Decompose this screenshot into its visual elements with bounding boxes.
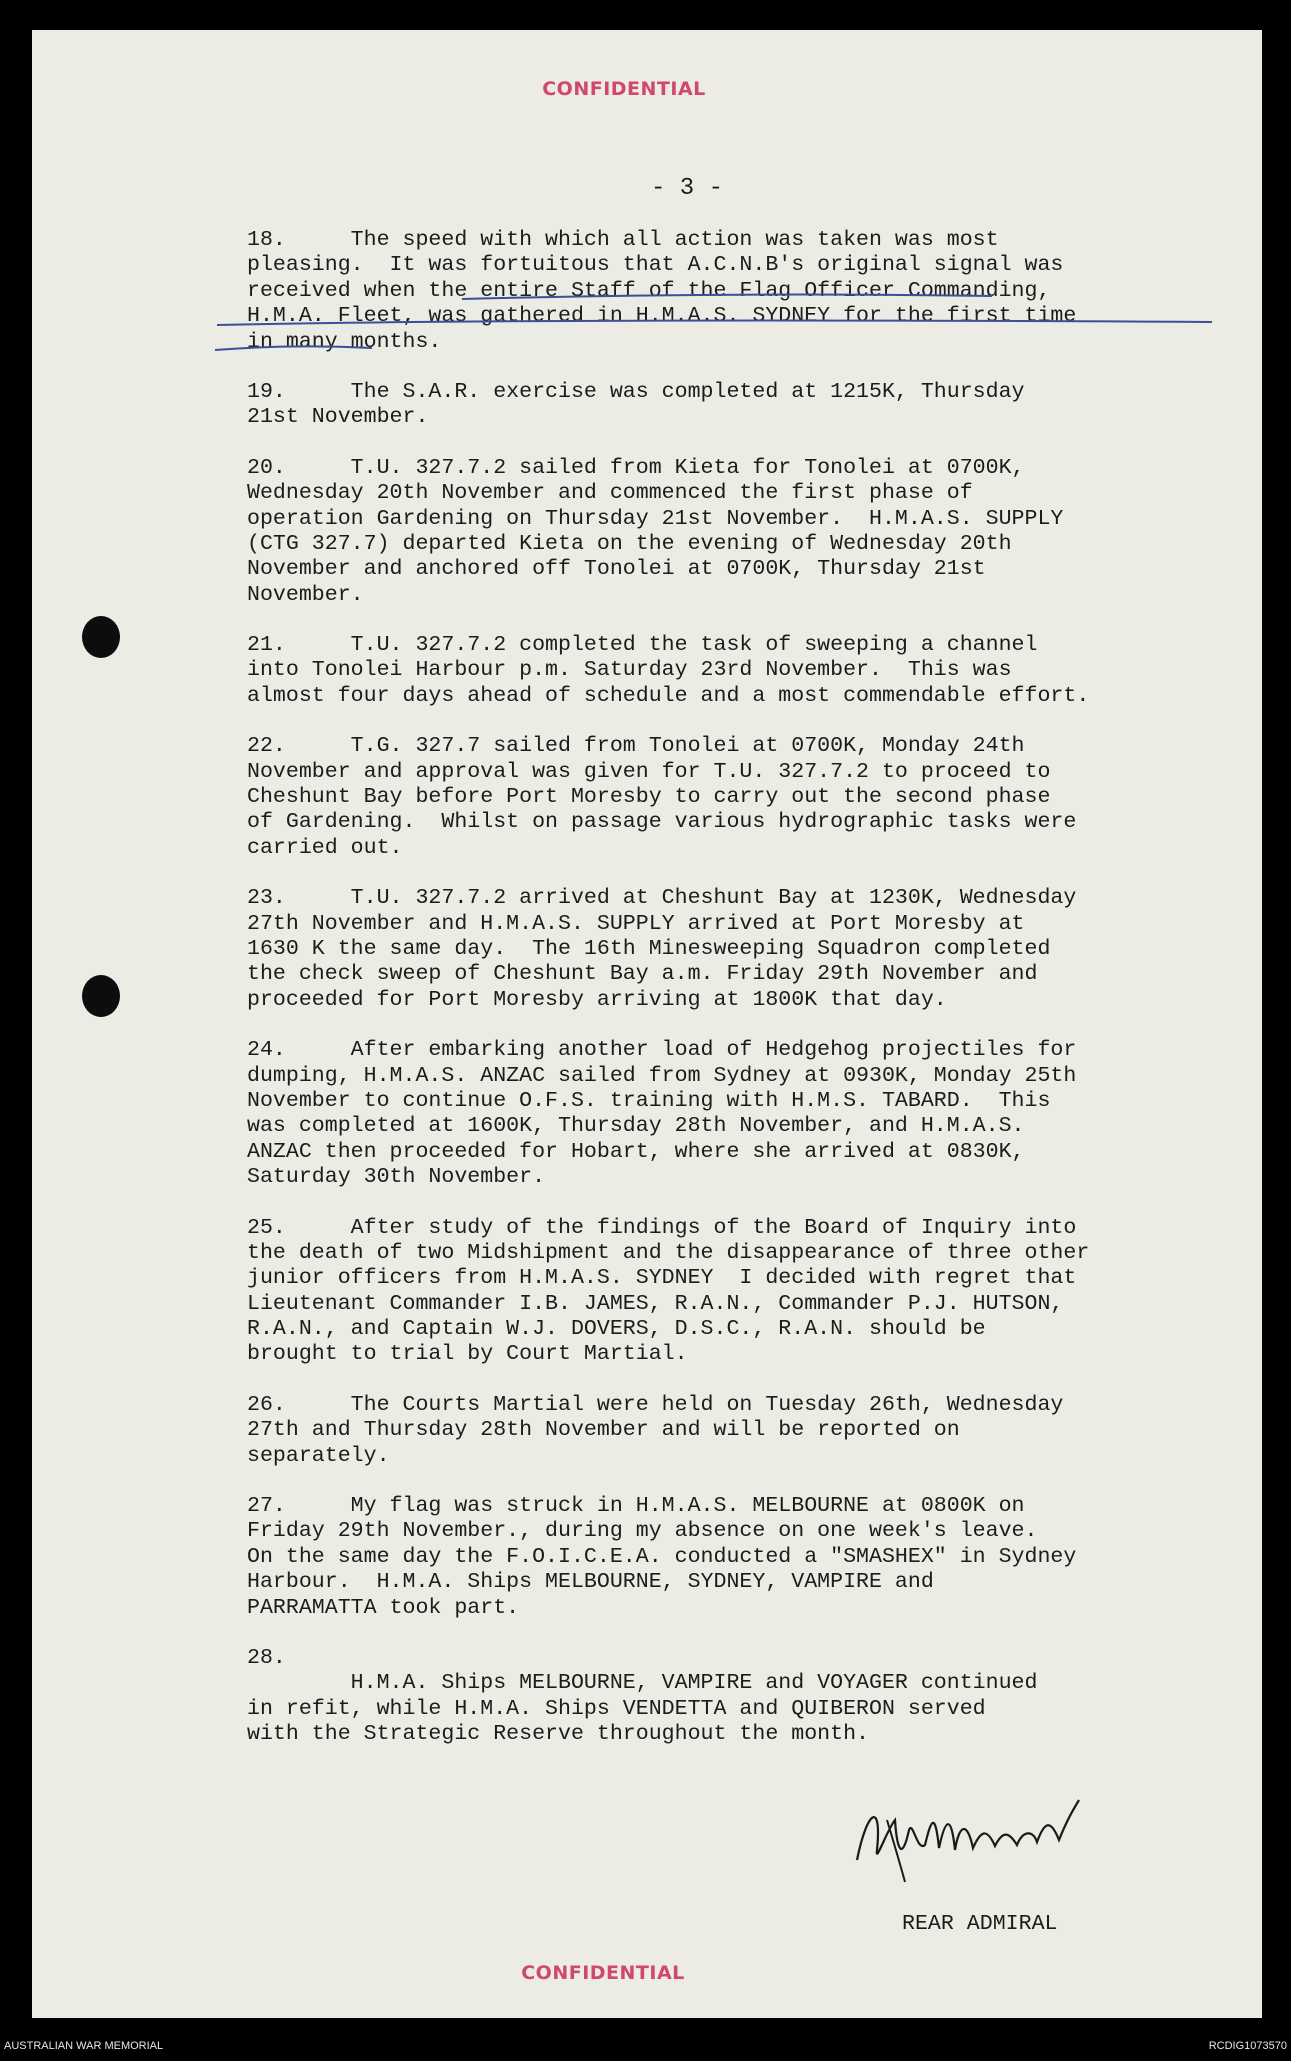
paragraph-line: Wednesday 20th November and commenced the first phase of bbox=[247, 481, 973, 506]
paragraph-line: into Tonolei Harbour p.m. Saturday 23rd November. This was bbox=[247, 658, 1012, 683]
paragraph-line: brought to trial by Court Martial. bbox=[247, 1342, 688, 1367]
paragraph-line: 22. T.G. 327.7 sailed from Tonolei at 0700K, Monday 24th bbox=[247, 734, 1025, 759]
paragraph-line: 19. The S.A.R. exercise was completed at 1215K, Thursday bbox=[247, 379, 1025, 404]
paragraph-line: ANZAC then proceeded for Hobart, where she arrived at 0830K, bbox=[247, 1139, 1025, 1164]
punch-hole-icon bbox=[82, 975, 120, 1017]
paragraph bbox=[247, 734, 1257, 861]
paragraph-line: the death of two Midshipment and the disappearance of three other bbox=[247, 1240, 1090, 1265]
paragraph bbox=[247, 1393, 1257, 1469]
paragraph-line: On the same day the F.O.I.C.E.A. conducted a "SMASHEX" in Sydney bbox=[247, 1544, 1077, 1569]
paragraph-line: 26. The Courts Martial were held on Tuesday 26th, Wednesday bbox=[247, 1392, 1064, 1417]
paragraph-line: 25. After study of the findings of the Board of Inquiry into bbox=[247, 1215, 1077, 1240]
paragraph-line: almost four days ahead of schedule and a most commendable effort. bbox=[247, 683, 1090, 708]
paragraph-line: 18. The speed with which all action was taken was most bbox=[247, 228, 999, 252]
paragraph-line: carried out. bbox=[247, 835, 403, 860]
paragraph-line: November. bbox=[247, 582, 364, 607]
paragraph-line: 24. After embarking another load of Hedgehog projectiles for bbox=[247, 1038, 1077, 1063]
paragraph-line: junior officers from H.M.A.S. SYDNEY I decided with regret that bbox=[247, 1266, 1077, 1291]
paragraph-line: pleasing. It was fortuitous that A.C.N.B's original signal was bbox=[247, 253, 1064, 278]
paragraph-line: in many months. bbox=[247, 329, 442, 354]
paragraph bbox=[247, 1216, 1257, 1368]
paragraph-line: 21st November. bbox=[247, 405, 429, 430]
paragraph-line: November to continue O.F.S. training with H.M.S. TABARD. This bbox=[247, 1088, 1051, 1113]
paragraph-line: 20. T.U. 327.7.2 sailed from Kieta for Tonolei at 0700K, bbox=[247, 455, 1025, 480]
paragraph-line: H.M.A. Fleet, was gathered in H.M.A.S. SYDNEY for the first time bbox=[247, 304, 1077, 329]
paragraph-line: November and anchored off Tonolei at 0700K, Thursday 21st bbox=[247, 557, 986, 582]
paragraph-line: Harbour. H.M.A. Ships MELBOURNE, SYDNEY, VAMPIRE and bbox=[247, 1570, 934, 1595]
paragraph bbox=[247, 633, 1257, 709]
footer-source: AUSTRALIAN WAR MEMORIAL bbox=[4, 2040, 164, 2052]
document-page bbox=[32, 30, 1262, 2018]
paragraph bbox=[247, 380, 1257, 431]
paragraph-line: 1630 K the same day. The 16th Minesweeping Squadron completed bbox=[247, 936, 1051, 961]
paragraph-line: 27. My flag was struck in H.M.A.S. MELBOURNE at 0800K on bbox=[247, 1494, 1025, 1519]
paragraph-line: 21. T.U. 327.7.2 completed the task of sweeping a channel bbox=[247, 633, 1038, 658]
paragraph-line: operation Gardening on Thursday 21st November. H.M.A.S. SUPPLY bbox=[247, 506, 1064, 531]
paragraph-line: received when the entire Staff of the Flag Officer Commanding, bbox=[247, 278, 1051, 303]
paragraph-line: H.M.A. Ships MELBOURNE, VAMPIRE and VOYAGER continued bbox=[247, 1671, 1038, 1696]
paragraph bbox=[247, 228, 1257, 355]
paragraph-line: the check sweep of Cheshunt Bay a.m. Friday 29th November and bbox=[247, 962, 1038, 987]
paragraph-line: separately. bbox=[247, 1443, 390, 1468]
paragraph-line: 28. bbox=[247, 1645, 286, 1670]
footer-reference: RCDIG1073570 bbox=[1208, 2040, 1287, 2052]
punch-hole-icon bbox=[82, 616, 120, 658]
paragraph-line: of Gardening. Whilst on passage various hydrographic tasks were bbox=[247, 810, 1077, 835]
paragraph-line: proceeded for Port Moresby arriving at 1800K that day. bbox=[247, 987, 947, 1012]
signature-title: REAR ADMIRAL bbox=[902, 1912, 1058, 1936]
paragraph bbox=[247, 1646, 1257, 1748]
paragraph-line: in refit, while H.M.A. Ships VENDETTA and QUIBERON served bbox=[247, 1696, 986, 1721]
paragraph-line: (CTG 327.7) departed Kieta on the evening of Wednesday 20th bbox=[247, 531, 1012, 556]
paragraph bbox=[247, 886, 1257, 1013]
paragraph-line: PARRAMATTA took part. bbox=[247, 1595, 520, 1620]
paragraph-line: Saturday 30th November. bbox=[247, 1165, 546, 1190]
paragraph-line: was completed at 1600K, Thursday 28th November, and H.M.A.S. bbox=[247, 1114, 1025, 1139]
paragraph-line: Cheshunt Bay before Port Moresby to carry out the second phase bbox=[247, 785, 1051, 810]
paragraph-line: Lieutenant Commander I.B. JAMES, R.A.N., Commander P.J. HUTSON, bbox=[247, 1291, 1064, 1316]
paragraph-line: Friday 29th November., during my absence on one week's leave. bbox=[247, 1519, 1038, 1544]
document-body bbox=[247, 228, 1257, 1773]
paragraph bbox=[247, 1038, 1257, 1190]
paragraph-line: 23. T.U. 327.7.2 arrived at Cheshunt Bay at 1230K, Wednesday bbox=[247, 886, 1077, 911]
paragraph-line: 27th November and H.M.A.S. SUPPLY arrived at Port Moresby at bbox=[247, 911, 1025, 936]
confidential-stamp-top: CONFIDENTIAL bbox=[542, 78, 706, 100]
paragraph bbox=[247, 456, 1257, 608]
paragraph-line: with the Strategic Reserve throughout the month. bbox=[247, 1722, 870, 1747]
paragraph-line: November and approval was given for T.U. 327.7.2 to proceed to bbox=[247, 759, 1051, 784]
page-number: - 3 - bbox=[650, 175, 723, 202]
paragraph-line: dumping, H.M.A.S. ANZAC sailed from Sydney at 0930K, Monday 25th bbox=[247, 1063, 1077, 1088]
paragraph-line: 27th and Thursday 28th November and will be reported on bbox=[247, 1418, 960, 1443]
paragraph-line: R.A.N., and Captain W.J. DOVERS, D.S.C., R.A.N. should be bbox=[247, 1317, 986, 1342]
confidential-stamp-bottom: CONFIDENTIAL bbox=[521, 1962, 685, 1984]
signature-image bbox=[847, 1790, 1107, 1890]
paragraph bbox=[247, 1494, 1257, 1621]
